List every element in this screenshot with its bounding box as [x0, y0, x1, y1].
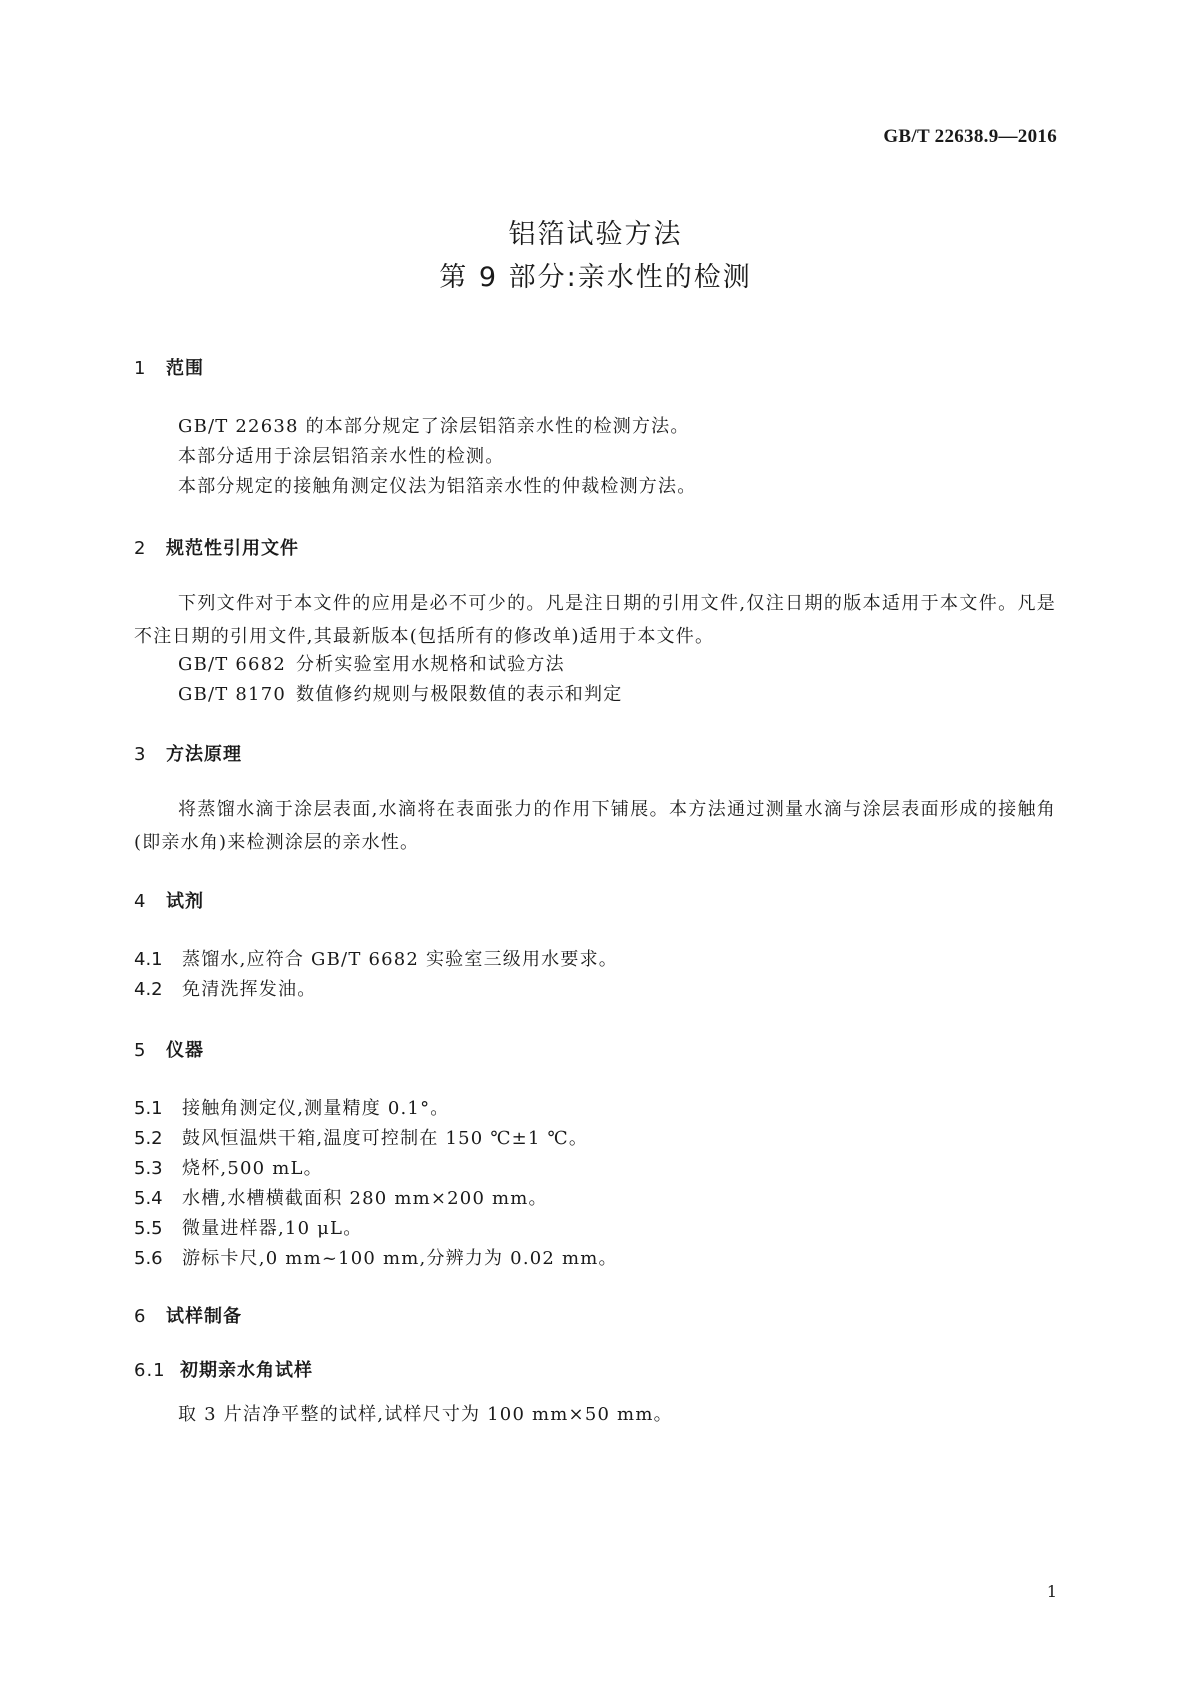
doc-title: 铝箔试验方法 [508, 219, 683, 250]
section-number: 4 [134, 891, 147, 912]
section-number: 5 [134, 1040, 147, 1061]
section-title: 仪器 [166, 1040, 204, 1061]
section-number: 6 [134, 1306, 147, 1327]
item-text: 蒸馏水,应符合 GB/T 6682 实验室三级用水要求。 [182, 949, 618, 970]
paragraph: 下列文件对于本文件的应用是必不可少的。凡是注日期的引用文件,仅注日期的版本适用于本文件。凡是不注日期的引用文件,其最新版本(包括所有的修改单)适用于本文件。 [134, 593, 1056, 647]
item-number: 5.6 [134, 1248, 163, 1269]
text-line: GB/T 22638 的本部分规定了涂层铝箔亲水性的检测方法。 [178, 416, 690, 437]
item-text: 游标卡尺,0 mm~100 mm,分辨力为 0.02 mm。 [182, 1248, 618, 1269]
section-number: 1 [134, 358, 147, 379]
subsection-number: 6.1 [134, 1360, 166, 1381]
section-title: 方法原理 [166, 744, 242, 765]
doc-subtitle: 第 9 部分:亲水性的检测 [439, 262, 752, 293]
subsection-heading [134, 1356, 313, 1382]
item-number: 5.1 [134, 1098, 163, 1119]
list-item [134, 1184, 548, 1210]
item-text: 水槽,水槽横截面积 280 mm×200 mm。 [182, 1188, 548, 1209]
section-heading [134, 887, 204, 913]
item-number: 5.5 [134, 1218, 163, 1239]
text-line: 本部分规定的接触角测定仪法为铝箔亲水性的仲裁检测方法。 [178, 476, 697, 497]
list-item [134, 1244, 618, 1270]
item-number: 4.2 [134, 979, 163, 1000]
section-heading [134, 1302, 242, 1328]
item-text: 鼓风恒温烘干箱,温度可控制在 150 ℃±1 ℃。 [182, 1128, 589, 1149]
section-heading [134, 740, 242, 766]
item-number: 5.2 [134, 1128, 163, 1149]
list-item [134, 1094, 449, 1120]
reference-title: 数值修约规则与极限数值的表示和判定 [296, 684, 623, 705]
text-line: 取 3 片洁净平整的试样,试样尺寸为 100 mm×50 mm。 [178, 1404, 673, 1425]
section-heading [134, 1036, 204, 1062]
reference-title: 分析实验室用水规格和试验方法 [296, 654, 565, 675]
item-number: 5.3 [134, 1158, 163, 1179]
paragraph: 将蒸馏水滴于涂层表面,水滴将在表面张力的作用下铺展。本方法通过测量水滴与涂层表面形成的接触角(即亲水角)来检测涂层的亲水性。 [134, 799, 1056, 853]
item-number: 5.4 [134, 1188, 163, 1209]
list-item [134, 975, 316, 1001]
section-title: 规范性引用文件 [166, 538, 299, 559]
section-number: 2 [134, 538, 147, 559]
reference-item [178, 650, 565, 676]
item-text: 接触角测定仪,测量精度 0.1°。 [182, 1098, 450, 1119]
reference-code: GB/T 8170 [178, 684, 287, 705]
item-text: 烧杯,500 mL。 [182, 1158, 323, 1179]
reference-item [178, 680, 622, 706]
item-text: 微量进样器,10 μL。 [182, 1218, 363, 1239]
page-number: 1 [1046, 1582, 1057, 1601]
section-title: 试样制备 [166, 1306, 242, 1327]
section-heading [134, 534, 299, 560]
list-item [134, 1124, 588, 1150]
item-number: 4.1 [134, 949, 163, 970]
subsection-title: 初期亲水角试样 [180, 1360, 313, 1381]
list-item [134, 945, 618, 971]
reference-code: GB/T 6682 [178, 654, 287, 675]
standard-number: GB/T 22638.9—2016 [883, 126, 1057, 147]
section-title: 范围 [166, 358, 204, 379]
item-text: 免清洗挥发油。 [182, 979, 317, 1000]
section-title: 试剂 [166, 891, 204, 912]
list-item [134, 1214, 362, 1240]
list-item [134, 1154, 323, 1180]
text-line: 本部分适用于涂层铝箔亲水性的检测。 [178, 446, 505, 467]
section-heading [134, 354, 204, 380]
section-number: 3 [134, 744, 147, 765]
